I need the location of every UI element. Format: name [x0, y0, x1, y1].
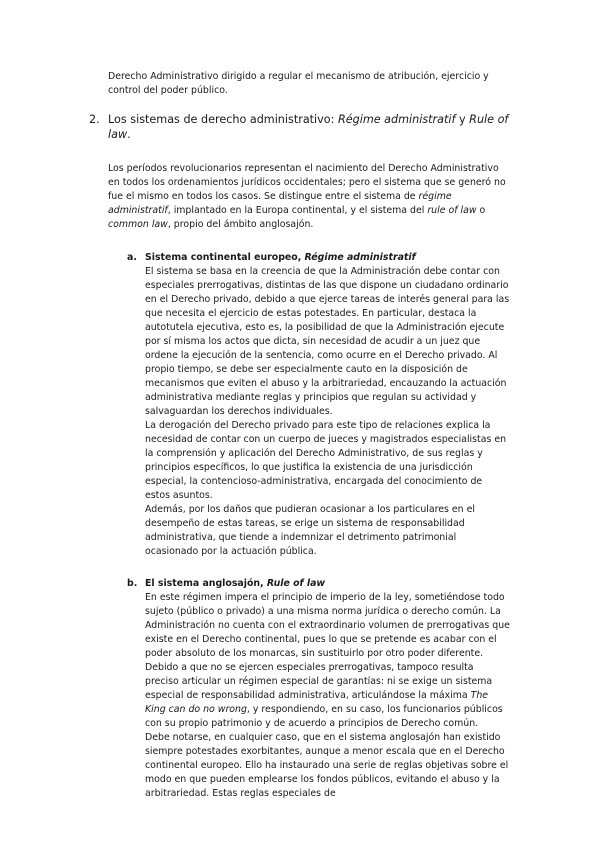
subsection-heading — [145, 251, 510, 265]
text-run: El sistema anglosajón, — [145, 578, 267, 589]
text-run: Los períodos revolucionarios representan el nacimiento del Derecho Administrativo en todos los ordenamientos jurídicos occidentales; pero el sistema que se generó no fue el mismo en todos los casos. Se distingue entre el sistema de — [108, 163, 506, 202]
paragraph: La derogación del Derecho privado para este tipo de relaciones explica la necesidad de contar con un cuerpo de jueces y magistrados especialistas en la comprensión y aplicación del Derecho Administrativo, de sus reglas y principios específicos, lo que justifica la existencia de una jurisdicción especial, la contencioso-administrativa, encargada del conocimiento de estos asuntos. — [145, 420, 507, 501]
section-number: 2. — [89, 113, 100, 126]
paragraph — [145, 591, 510, 731]
text-run: En este régimen impera el principio de imperio de la ley, sometiéndose todo sujeto (público o privado) a una misma norma jurídica o derecho común. La Administración no cuenta con el extraordinario volumen de prerrogativas que existe en el Derecho continental, pues lo que se pretende es acabar con el poder absoluto de los monarcas, sin sustituirlo por otro poder diferente. Debido a que no se ejercen especiales prerrogativas, tampoco resulta preciso articular un régimen especial de garantías: ni se exige un sistema especial de responsabilidad administrativa, articulándose la máxima — [145, 592, 510, 701]
subsection-anglosajon — [127, 577, 510, 801]
paragraph: Además, por los daños que pudieran ocasionar a los particulares en el desempeño de estas tareas, se erige un sistema de responsabilidad administrativa, que tiende a indemnizar el detrimento patrimonial ocasionado por la actuación pública. — [145, 504, 475, 557]
subsection-heading — [145, 577, 510, 591]
text-run-italic: common law — [108, 219, 168, 230]
text-run-italic: régime administratif — [108, 191, 452, 216]
section-heading — [89, 113, 510, 142]
section-title-part: Los sistemas de derecho administrativo: — [108, 113, 338, 126]
text-run: Sistema continental europeo, — [145, 252, 305, 263]
text-run-italic: rule of law — [427, 205, 477, 216]
subsection-letter: a. — [127, 252, 137, 263]
intro-paragraph: Derecho Administrativo dirigido a regular el mecanismo de atribución, ejercicio y control del poder público. — [108, 71, 489, 96]
text-run: o — [476, 205, 486, 216]
text-run-italic: Régime administratif — [304, 252, 416, 263]
paragraph: Debe notarse, en cualquier caso, que en el sistema anglosajón han existido siempre potestades exorbitantes, aunque a menor escala que en el Derecho continental europeo. Ello ha instaurado una serie de reglas objetivas sobre el modo en que pueden emplearse los fondos públicos, evitando el abuso y la arbitrariedad. Estas reglas especiales de — [145, 732, 509, 799]
section-intro-paragraph — [108, 162, 510, 232]
text-run: , y respondiendo, en su caso, los funcionarios públicos con su propio patrimonio y de acuerdo a principios de Derecho común. — [145, 704, 503, 729]
text-run-italic: The King can do no wrong — [145, 690, 489, 715]
section-title-part: . — [127, 127, 131, 141]
subsection-letter: b. — [127, 578, 138, 589]
text-run: , propio del ámbito anglosajón. — [167, 219, 314, 230]
text-run-italic: Rule of law — [266, 578, 326, 589]
text-run: , implantado en la Europa continental, y el sistema del — [167, 205, 428, 216]
paragraph: El sistema se basa en la creencia de que la Administración debe contar con especiales prerrogativas, distintas de las que dispone un ciudadano ordinario en el Derecho privado, debido a que ejerce tareas de interés general para las que necesita el ejercicio de estas potestades. En particular, destaca la autotutela ejecutiva, esto es, la posibilidad de que la Administración ejecute por sí misma los actos que dicta, sin necesidad de acudir a un juez que ordene la ejecución de la sentencia, como ocurre en el Derecho privado. Al propio tiempo, se debe ser especialmente cauto en la disposición de mecanismos que eviten el abuso y la arbitrariedad, encauzando la actuación administrativa mediante reglas y principios que regulan su actividad y salvaguardan los derechos individuales. — [145, 266, 510, 417]
section-title-italic-2: Rule of law — [108, 113, 509, 141]
section-title-italic-1: Régime administratif — [337, 113, 456, 126]
section-title-part: y — [455, 113, 470, 126]
subsection-continental — [127, 251, 510, 559]
